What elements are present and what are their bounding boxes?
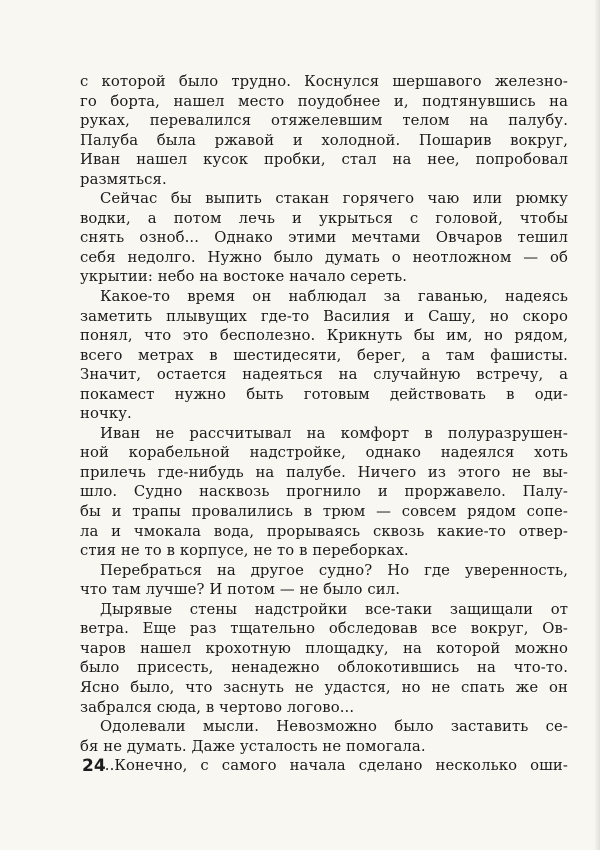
- text-line: ла и чмокала вода, прорываясь сквозь какие-то отвер-: [80, 522, 568, 540]
- text-line: ветра. Еще раз тщательно обследовав все вокруг, Ов-: [80, 620, 568, 638]
- text-line: всего метрах в шестидесяти, берег, а там фашисты.: [80, 346, 568, 364]
- text-line: понял, что это бесполезно. Крикнуть бы им, но рядом,: [80, 327, 568, 345]
- text-line: ...Конечно, с самого начала сделано несколько оши-: [100, 757, 568, 775]
- text-line: бы и трапы провалились в трюм — совсем рядом сопе-: [80, 503, 568, 521]
- text-line: ной корабельной надстройке, однако надеялся хоть: [80, 444, 568, 462]
- page-edge-shadow: [594, 0, 600, 850]
- text-line: Дырявые стены надстройки все-таки защищали от: [100, 600, 568, 618]
- text-line: что там лучше? И потом — не было сил.: [80, 581, 400, 599]
- text-line: прилечь где-нибудь на палубе. Ничего из этого не вы-: [80, 463, 568, 481]
- text-line: чаров нашел крохотную площадку, на которой можно: [80, 639, 568, 657]
- text-line: Иван нашел кусок пробки, стал на нее, попробовал: [80, 151, 568, 169]
- text-line: размяться.: [80, 170, 167, 188]
- text-line: Сейчас бы выпить стакан горячего чаю или рюмку: [100, 190, 568, 208]
- text-line: ночку.: [80, 405, 132, 423]
- page-number: 24: [82, 756, 106, 776]
- body-text: [80, 72, 568, 776]
- text-line: Какое-то время он наблюдал за гаванью, надеясь: [100, 288, 568, 306]
- text-line: го борта, нашел место поудобнее и, подтянувшись на: [80, 92, 568, 110]
- text-line: Значит, остается надеяться на случайную встречу, а: [80, 366, 568, 384]
- text-line: себя недолго. Нужно было думать о неотложном — об: [80, 248, 568, 266]
- text-line: Ясно было, что заснуть не удастся, но не спать же он: [80, 678, 568, 696]
- text-line: стия не то в корпусе, не то в переборках.: [80, 542, 409, 560]
- text-line: водки, а потом лечь и укрыться с головой, чтобы: [80, 209, 568, 227]
- text-line: с которой было трудно. Коснулся шершавого железно-: [80, 73, 568, 90]
- text-line: бя не думать. Даже усталость не помогала.: [80, 737, 426, 755]
- text-line: Перебраться на другое судно? Но где уверенность,: [100, 561, 568, 579]
- text-line: шло. Судно насквозь прогнило и проржавело. Палу-: [80, 483, 568, 501]
- text-line: забрался сюда, в чертово логово...: [80, 698, 355, 716]
- text-line: покамест нужно быть готовым действовать в оди-: [80, 385, 568, 403]
- text-line: было присесть, ненадежно облокотившись на что-то.: [80, 659, 568, 677]
- text-line: заметить плывущих где-то Василия и Сашу, но скоро: [80, 307, 568, 325]
- text-line: укрытии: небо на востоке начало сереть.: [80, 268, 408, 286]
- text-line: Одолевали мысли. Невозможно было заставить се-: [100, 718, 568, 736]
- text-line: Иван не рассчитывал на комфорт в полуразрушен-: [100, 424, 568, 442]
- text-line: руках, перевалился отяжелевшим телом на палубу.: [80, 112, 568, 130]
- text-line: Палуба была ржавой и холодной. Пошарив вокруг,: [80, 131, 568, 149]
- text-line: снять озноб... Однако этими мечтами Овчаров тешил: [80, 229, 568, 247]
